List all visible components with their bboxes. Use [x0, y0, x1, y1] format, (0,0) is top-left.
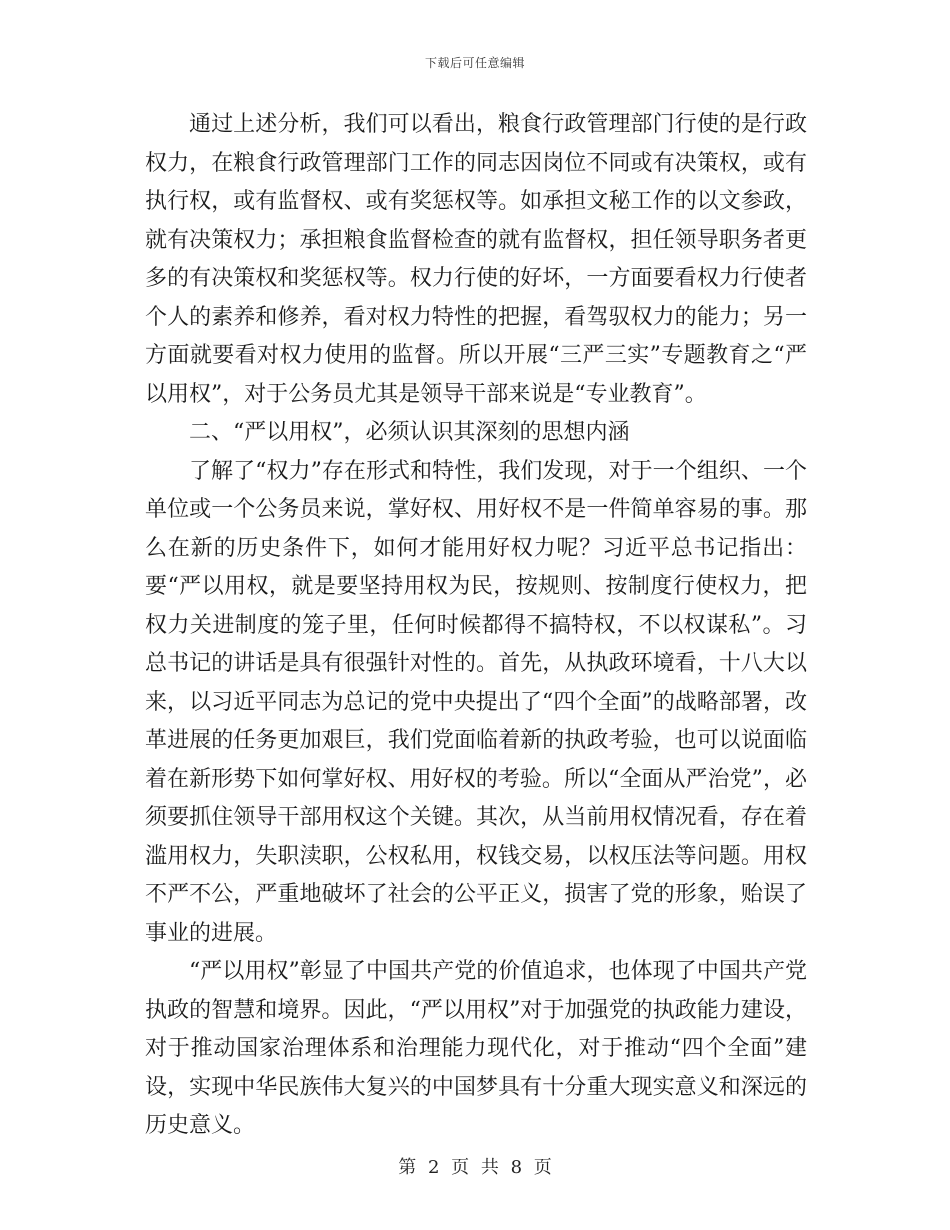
document-body: [145, 106, 807, 1146]
page-header: 下载后可任意编辑: [424, 56, 525, 70]
section-heading: 二、“严以用权”，必须认识其深刻的思想内涵: [189, 420, 630, 445]
paragraph-analysis: 通过上述分析，我们可以看出，粮食行政管理部门行使的是行政权力，在粮食行政管理部门工作的同志因岗位不同或有决策权，或有执行权，或有监督权、或有奖惩权等。如承担文秘工作的以文参政，就有决策权力；承担粮食监督检查的就有监督权，担任领导职务者更多的有决策权和奖惩权等。权力行使的好坏，一方面要看权力行使者个人的素养和修养，看对权力特性的把握，看驾驭权力的能力；另一方面就要看对权力使用的监督。所以开展“三严三实”专题教育之“严以用权”，对于公务员尤其是领导干部来说是“专业教育”。: [145, 112, 807, 407]
page-number: 第 2 页 共 8 页: [398, 1157, 552, 1178]
paragraph-power-usage: 了解了“权力”存在形式和特性，我们发现，对于一个组织、一个单位或一个公务员来说，掌好权、用好权不是一件简单容易的事。那么在新的历史条件下，如何才能用好权力呢？习近平总书记指出：要“严以用权，就是要坚持用权为民，按规则、按制度行使权力，把权力关进制度的笼子里，任何时候都得不搞特权，不以权谋私”。习总书记的讲话是具有很强针对性的。首先，从执政环境看，十八大以来，以习近平同志为总记的党中央提出了“四个全面”的战略部署，改革进展的任务更加艰巨，我们党面临着新的执政考验，也可以说面临着在新形势下如何掌好权、用好权的考验。所以“全面从严治党”，必须要抓住领导干部用权这个关键。其次，从当前用权情况看，存在着滥用权力，失职渎职，公权私用，权钱交易，以权压法等问题。用权不严不公，严重地破坏了社会的公平正义，损害了党的形象，贻误了事业的进展。: [145, 458, 807, 946]
paragraph-significance: “严以用权”彰显了中国共产党的价值追求，也体现了中国共产党执政的智慧和境界。因此，“严以用权”对于加强党的执政能力建设，对于推动国家治理体系和治理能力现代化，对于推动“四个全面”建设，实现中华民族伟大复兴的中国梦具有十分重大现实意义和深远的历史意义。: [145, 959, 807, 1138]
